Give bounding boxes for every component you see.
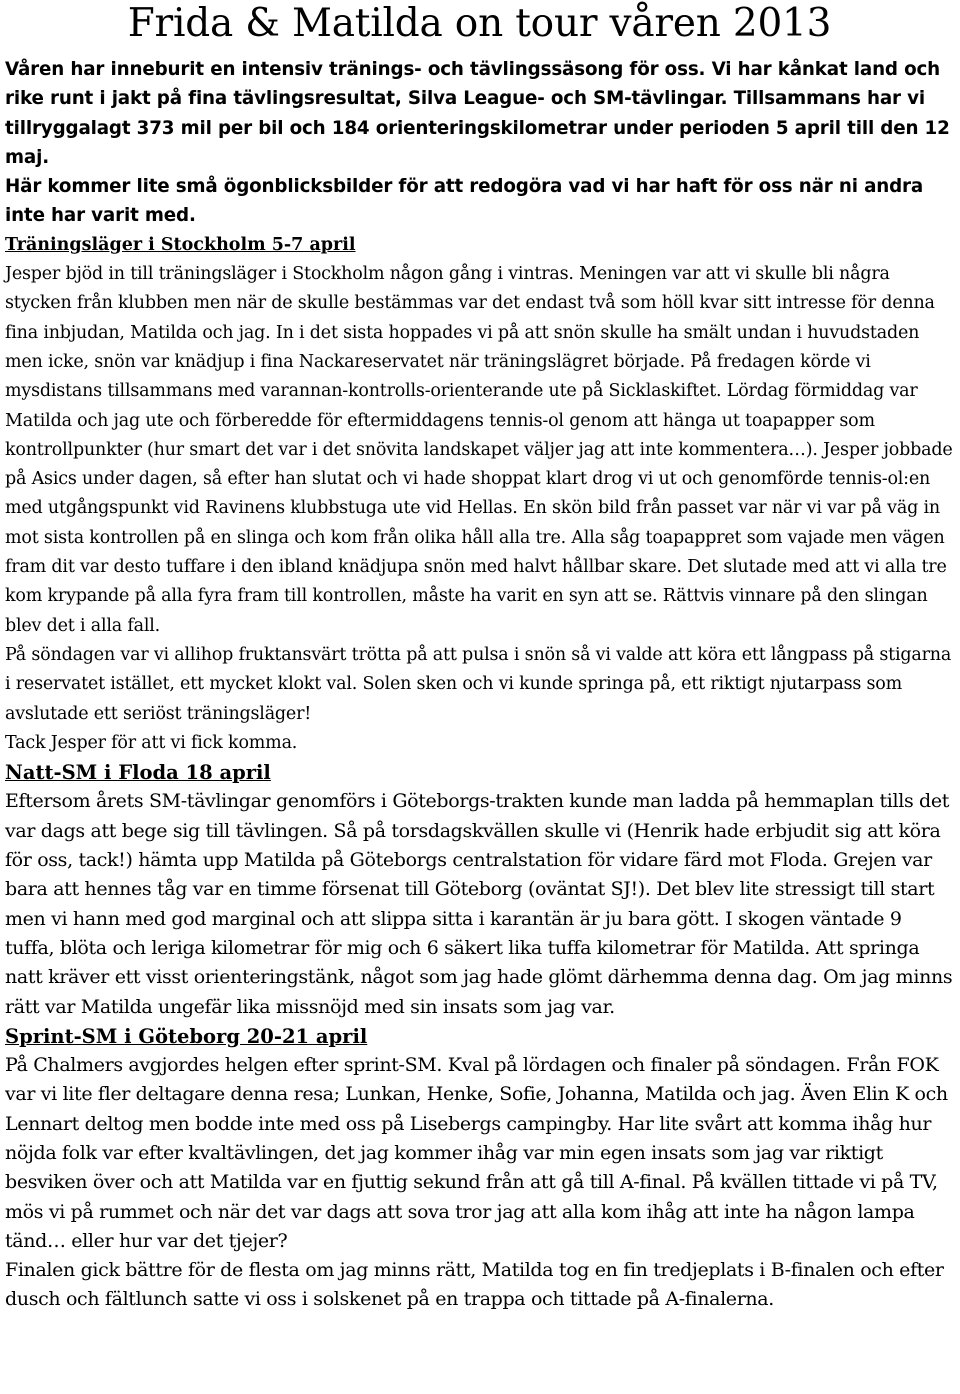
sprint-sm-paragraph-2: Finalen gick bättre för de flesta om jag minns rätt, Matilda tog en fin tredjeplats i B-finalen och efter dusch och fältlunch satte vi oss i solskenet på en trappa och tittade på A-finalerna. (5, 1259, 944, 1311)
sprint-sm-paragraph-1: På Chalmers avgjordes helgen efter sprint-SM. Kval på lördagen och finaler på söndagen. Från FOK var vi lite fler deltagare denna resa; Lunkan, Henke, Sofie, Johanna, Matilda och jag. Även Elin K och Lennart deltog men bodde inte med oss på Lisebergs campingby. Har lite svårt att komma ihåg hur nöjda folk var efter kvaltävlingen, det jag kommer ihåg var min egen insats som jag var riktigt besviken över och att Matilda var en fjuttig sekund från att gå till A-final. På kvällen tittade vi på TV, mös vi på rummet och när det var dags att sova tror jag att alla kom ihåg att inte ha någon lampa tänd… eller hur var det tjejer? (5, 1054, 948, 1252)
training-camp-paragraph-1: Jesper bjöd in till träningsläger i Stockholm någon gång i vintras. Meningen var att vi skulle bli några stycken från klubben men när de skulle bestämmas var det endast två som höll kvar sitt intresse för denna fina inbjudan, Matilda och jag. In i det sista hoppades vi på att snön skulle ha smält undan i huvudstaden men icke, snön var knädjup i fina Nackareservatet när träningslägret började. På fredagen körde vi mysdistans tillsammans med varannan-kontrolls-orienterande ute på Sicklaskiftet. Lördag förmiddag var Matilda och jag ute och förberedde för eftermiddagens tennis-ol genom att hänga ut toapapper som kontrollpunkter (hur smart det var i det snövita landskapet väljer jag att inte kommentera…). Jesper jobbade på Asics under dagen, så efter han slutat och vi hade shoppat klart drog vi ut och genomförde tennis-ol:en med utgångspunkt vid Ravinens klubbstuga ute vid Hellas. En skön bild från passet var när vi var på väg in mot sista kontrollen på en slinga och kom från olika håll alla tre. Alla såg toapappret som vajade men vägen fram dit var desto tuffare i den ibland knädjupa snön med halvt hållbar skare. Det slutade med att vi alla tre kom krypande på alla fyra fram till kontrollen, måste ha varit en syn att se. Rättvis vinnare på den slingan blev det i alla fall. (5, 264, 953, 636)
section-heading-night-sm: Natt-SM i Floda 18 april (5, 761, 271, 785)
training-camp-paragraph-2: På söndagen var vi allihop fruktansvärt trötta på att pulsa i snön så vi valde att köra ett långpass på stigarna i reservatet istället, ett mycket klokt val. Solen sken och vi kunde springa på, ett riktigt njutarpass som avslutade ett seriöst träningsläger! (5, 644, 952, 724)
section-heading-sprint-sm: Sprint-SM i Göteborg 20-21 april (5, 1024, 368, 1048)
night-sm-paragraph-1: Eftersom årets SM-tävlingar genomförs i Göteborgs-trakten kunde man ladda på hemmaplan tills det var dags att bege sig till tävlingen. Så på torsdagskvällen skulle vi (Henrik hade erbjudit sig att köra för oss, tack!) hämta upp Matilda på Göteborgs centralstation för vidare färd mot Floda. Grejen var bara att hennes tåg var en timme försenat till Göteborg (oväntat SJ!). Det blev lite stressigt till start men vi hann med god marginal och att slippa sitta i karantän är ju bara gött. I skogen väntade 9 tuffa, blöta och leriga kilometrar för mig och 6 säkert lika tuffa kilometrar för Matilda. Att springa natt kräver ett visst orienteringstänk, något som jag hade glömt därhemma denna dag. Om jag minns rätt var Matilda ungefär lika missnöjd med sin insats som jag var. (5, 790, 953, 1018)
intro-paragraph-2: Här kommer lite små ögonblicksbilder för att redogöra vad vi har haft för oss när ni andra inte har varit med. (5, 176, 924, 227)
document-title: Frida & Matilda on tour våren 2013 (127, 1, 832, 46)
section-heading-training-camp: Träningsläger i Stockholm 5-7 april (5, 234, 356, 255)
training-camp-paragraph-3: Tack Jesper för att vi fick komma. (5, 732, 298, 753)
intro-paragraph-1: Våren har inneburit en intensiv tränings- och tävlingssäsong för oss. Vi har kånkat land och rike runt i jakt på fina tävlingsresultat, Silva League- och SM-tävlingar. Tillsammans har vi tillryggalagt 373 mil per bil och 184 orienteringskilometrar under perioden 5 april till den 12 maj. (5, 59, 950, 168)
